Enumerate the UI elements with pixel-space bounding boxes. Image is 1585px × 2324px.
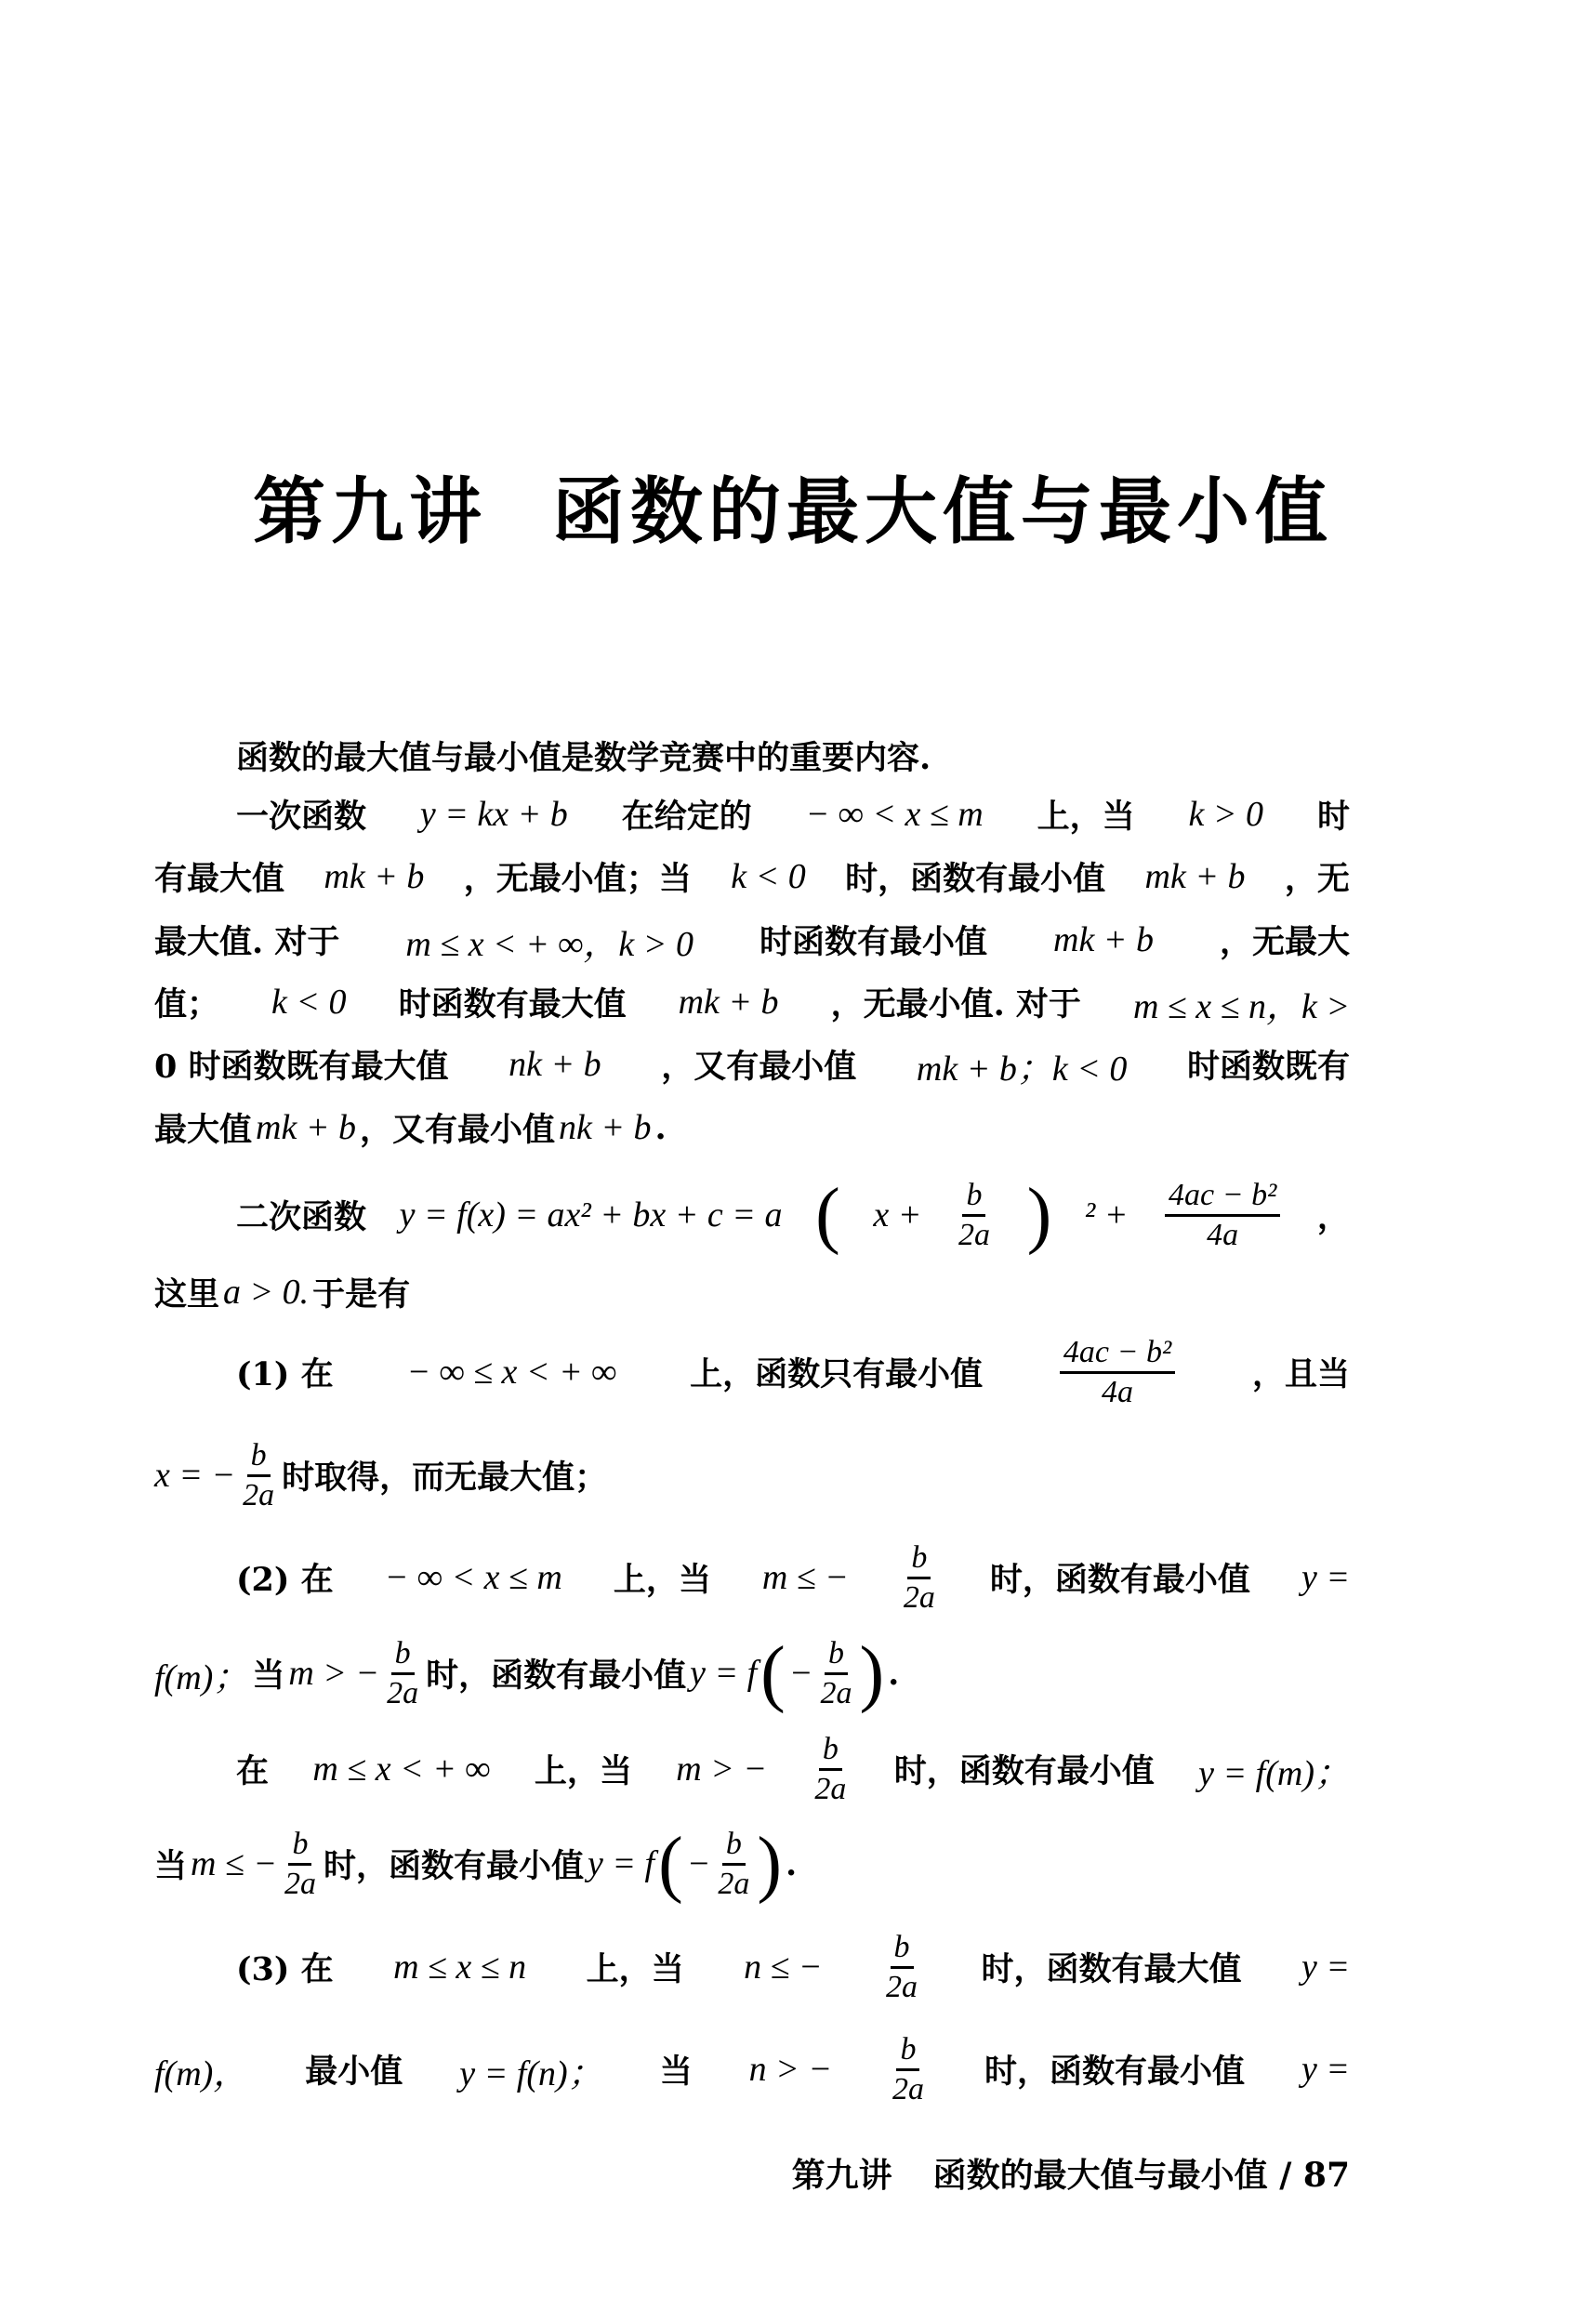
text-segment: 上，当 <box>534 1752 632 1790</box>
math-expression: mk + b <box>1053 920 1154 959</box>
text-segment: ，无最小值；当 <box>463 860 692 898</box>
fraction-denominator: 2a <box>958 1217 990 1252</box>
chapter-lecture-number: 第九讲 <box>253 469 488 554</box>
text-line <box>236 1925 1350 2009</box>
fraction <box>718 1828 749 1900</box>
fraction <box>814 1733 846 1805</box>
math-expression: y = <box>1301 2050 1350 2089</box>
text-segment: ，无 <box>1284 860 1350 898</box>
text-line <box>154 1433 1350 1517</box>
text-segment: (2) 在 <box>236 1561 334 1599</box>
text-segment: 函数的最大值与最小值是数学竞赛中的重要内容. <box>236 739 931 777</box>
text-segment: 一次函数 <box>236 798 367 836</box>
text-segment: 二次函数 <box>236 1198 367 1236</box>
math-expression: f(m)， <box>154 2053 249 2093</box>
fraction <box>904 1541 935 1614</box>
text-segment: 时，函数有最小值 <box>984 2053 1245 2091</box>
fraction <box>892 2033 924 2106</box>
math-expression: a > 0. <box>223 1273 310 1312</box>
fraction-denominator: 2a <box>903 1579 935 1615</box>
text-segment: 最大值 <box>154 1111 253 1149</box>
math-expression: m > − <box>676 1750 767 1789</box>
text-segment: 0 时函数既有最大值 <box>154 1048 449 1086</box>
fraction-denominator: 2a <box>886 1969 918 2004</box>
text-line <box>154 2027 1350 2111</box>
math-expression: y = f(n)； <box>459 2053 603 2093</box>
text-segment: 于是有 <box>312 1275 411 1314</box>
math-expression: m ≤ x ≤ n <box>393 1948 527 1987</box>
math-expression: mk + b；k < 0 <box>916 1049 1128 1089</box>
text-segment: 在给定的 <box>621 798 752 836</box>
fraction-denominator: 4a <box>1102 1374 1134 1409</box>
text-segment: 当 <box>154 1847 188 1885</box>
page-footer <box>792 2149 1350 2197</box>
fraction-numerator: b <box>819 1733 842 1771</box>
math-expression: m ≤ x < + ∞ <box>312 1750 491 1789</box>
text-segment: ， <box>1316 1198 1350 1236</box>
math-expression: x + <box>873 1195 922 1235</box>
math-expression: nk + b <box>558 1108 652 1147</box>
math-expression: − ∞ < x ≤ m <box>384 1558 562 1597</box>
math-expression: y = kx + b <box>419 795 568 834</box>
fraction-numerator: b <box>288 1828 311 1866</box>
text-segment: 时，函数有最小值 <box>893 1752 1155 1790</box>
page-number: 87 <box>1302 2156 1350 2195</box>
math-expression: m ≤ − <box>761 1558 849 1597</box>
fraction-numerator: b <box>896 2033 919 2071</box>
fraction-numerator: 4ac − b² <box>1060 1336 1175 1374</box>
math-expression: mk + b <box>1144 857 1246 896</box>
math-expression: y = f <box>587 1844 655 1883</box>
text-line <box>154 1086 1350 1169</box>
fraction <box>886 1931 918 2003</box>
text-segment: . <box>786 1844 798 1883</box>
text-segment: 时取得，而无最大值； <box>282 1459 608 1497</box>
math-expression: − <box>686 1844 711 1883</box>
math-expression: m ≤ − <box>191 1844 277 1883</box>
footer-lecture: 第九讲 <box>791 2156 892 2195</box>
text-segment: ，又有最小值 <box>661 1048 857 1086</box>
text-segment: 时函数有最大值 <box>398 985 627 1023</box>
parenthesis: ) <box>1026 1174 1052 1256</box>
text-segment: 时，函数有最小值 <box>323 1847 584 1885</box>
fraction-denominator: 4a <box>1207 1217 1239 1252</box>
footer-separator: / <box>1279 2156 1292 2195</box>
math-expression: − ∞ ≤ x < + ∞ <box>406 1353 617 1392</box>
text-line <box>236 1173 1350 1257</box>
math-expression: − ∞ < x ≤ m <box>805 795 984 834</box>
text-segment: 时 <box>1316 798 1350 836</box>
text-segment: 上，当 <box>613 1561 711 1599</box>
text-segment: (1) 在 <box>236 1355 334 1393</box>
text-line <box>154 1631 1350 1715</box>
text-segment: 时，函数有最大值 <box>981 1950 1242 1988</box>
text-segment: 当 <box>252 1657 285 1695</box>
parenthesis: ( <box>658 1823 683 1905</box>
parenthesis: ( <box>815 1174 840 1256</box>
parenthesis: ) <box>757 1823 782 1905</box>
fraction <box>1060 1336 1175 1408</box>
math-expression: nk + b <box>509 1045 601 1084</box>
text-segment: . <box>654 1108 667 1147</box>
fraction-numerator: b <box>722 1828 746 1866</box>
text-line <box>236 1727 1350 1811</box>
text-segment: 时函数有最小值 <box>759 923 987 961</box>
math-expression: y = <box>1301 1948 1350 1987</box>
text-line <box>154 1822 1350 1906</box>
text-segment: ，又有最小值 <box>359 1111 555 1149</box>
text-segment: 最小值 <box>305 2053 403 2091</box>
fraction <box>284 1828 316 1900</box>
text-segment: 时函数既有 <box>1186 1048 1350 1086</box>
chapter-topic: 函数的最大值与最小值 <box>552 469 1334 554</box>
math-expression: y = f(m)； <box>1198 1753 1350 1793</box>
text-line <box>236 1536 1350 1619</box>
fraction-denominator: 2a <box>820 1675 852 1710</box>
math-expression: y = <box>1301 1558 1350 1597</box>
fraction-denominator: 2a <box>718 1866 750 1901</box>
math-expression: m > − <box>288 1654 380 1693</box>
math-expression: mk + b <box>256 1108 356 1147</box>
math-expression: n ≤ − <box>744 1948 823 1987</box>
fraction-numerator: b <box>247 1439 271 1477</box>
fraction-numerator: b <box>825 1637 848 1675</box>
fraction-denominator: 2a <box>243 1477 275 1512</box>
parenthesis: ( <box>760 1632 786 1714</box>
math-expression: y = f(x) = ax² + bx + c = a <box>399 1195 783 1235</box>
text-segment: . <box>888 1654 900 1693</box>
math-expression: mk + b <box>678 983 779 1022</box>
text-segment: 上，当 <box>1037 798 1135 836</box>
text-segment: 时，函数有最小值 <box>426 1657 687 1695</box>
math-expression: − <box>788 1654 813 1693</box>
fraction-numerator: b <box>962 1179 985 1217</box>
fraction <box>1165 1179 1280 1251</box>
math-expression: m ≤ x ≤ n，k > <box>1132 986 1350 1026</box>
math-expression: x = − <box>154 1456 236 1495</box>
fraction <box>958 1179 990 1251</box>
fraction-denominator: 2a <box>387 1675 419 1710</box>
fraction <box>243 1439 274 1512</box>
fraction-numerator: b <box>891 1931 914 1969</box>
math-expression: n > − <box>748 2050 832 2089</box>
text-segment: ，且当 <box>1251 1355 1350 1393</box>
text-segment: 上，当 <box>586 1950 684 1988</box>
text-segment: 这里 <box>154 1275 220 1314</box>
text-segment: 上，函数只有最小值 <box>690 1355 984 1393</box>
parenthesis: ) <box>859 1632 885 1714</box>
text-segment: 时，函数有最小值 <box>845 860 1106 898</box>
chapter-title <box>253 454 1333 558</box>
fraction-denominator: 2a <box>284 1866 316 1901</box>
text-line <box>154 1250 1350 1334</box>
text-segment: (3) 在 <box>236 1950 334 1988</box>
text-segment: 在 <box>236 1752 270 1790</box>
text-segment: ，无最小值. 对于 <box>830 985 1081 1023</box>
text-segment: 最大值. 对于 <box>154 923 340 961</box>
math-expression: mk + b <box>324 857 425 896</box>
math-expression: k < 0 <box>731 857 806 896</box>
math-expression: k > 0 <box>1188 795 1264 834</box>
text-segment: ，无最大 <box>1219 923 1350 961</box>
fraction-numerator: b <box>391 1637 415 1675</box>
text-segment: 值； <box>154 985 220 1023</box>
text-segment: 当 <box>659 2053 693 2091</box>
math-expression: ² + <box>1084 1195 1129 1235</box>
math-expression: m ≤ x < + ∞，k > 0 <box>405 924 693 964</box>
fraction <box>820 1637 852 1710</box>
fraction-numerator: b <box>907 1541 931 1579</box>
fraction <box>387 1637 418 1710</box>
text-segment: 时，函数有最小值 <box>989 1561 1250 1599</box>
math-expression: k < 0 <box>271 983 347 1022</box>
fraction-denominator: 2a <box>814 1771 847 1806</box>
text-segment: 有最大值 <box>154 860 285 898</box>
footer-topic: 函数的最大值与最小值 <box>932 2156 1268 2195</box>
fraction-denominator: 2a <box>892 2071 924 2106</box>
math-expression: y = f <box>690 1654 758 1693</box>
math-expression: f(m)； <box>154 1657 249 1697</box>
text-line <box>236 1330 1350 1414</box>
fraction-numerator: 4ac − b² <box>1165 1179 1280 1217</box>
